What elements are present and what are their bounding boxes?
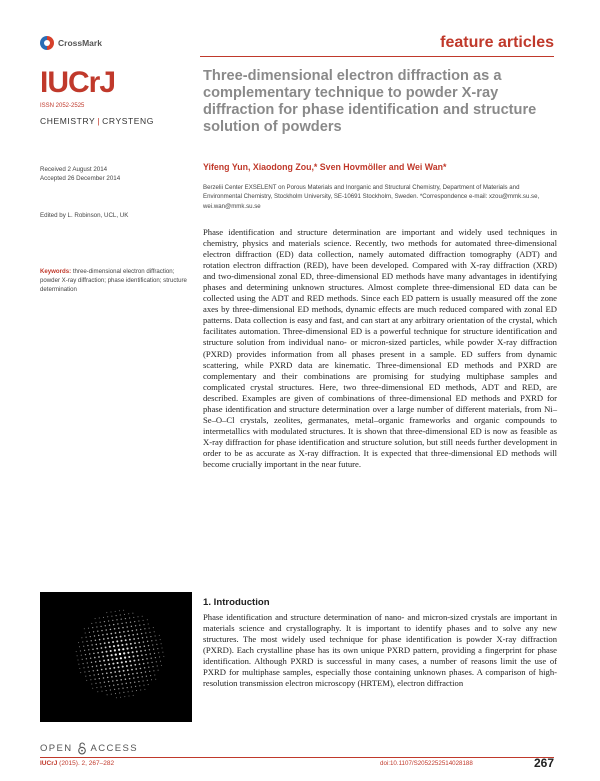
section-label: feature articles [440, 34, 554, 51]
subject-crysteng: CRYSTENG [102, 116, 154, 126]
article-authors: Yifeng Yun, Xiaodong Zou,* Sven Hovmöller and Wei Wan* [203, 162, 447, 172]
journal-issn: ISSN 2052-2525 [40, 103, 85, 109]
article-title: Three-dimensional electron diffraction as a complementary technique to powder X-ray diffraction for phase identification and structure solution of powders [203, 68, 537, 135]
keywords-label: Keywords: [40, 268, 72, 275]
open-access-badge [40, 742, 138, 755]
keywords-block [40, 268, 192, 294]
footer-journal-name: IUCrJ [40, 760, 58, 767]
footer-citation-text: (2015). 2, 267–282 [59, 760, 115, 767]
section-heading-introduction: 1. Introduction [203, 597, 270, 608]
edited-by: Edited by L. Robinson, UCL, UK [40, 212, 129, 219]
crossmark-label: CrossMark [58, 38, 102, 48]
article-abstract: Phase identification and structure determination are important and widely used techniques in chemistry, physics and materials science. Recently, two methods for automated three-dimensional electron diffraction (ED) data collection, namely automated diffraction tomography (ADT) and rotation electron diffraction (RED), have been developed. Compared with X-ray diffraction (XRD) and two-dimensional zonal ED, three-dimensional ED methods have many advantages in identifying phases and determining unknown structures. Almost complete three-dimensional ED data can be collected using the ADT and RED methods. Since each ED pattern is usually measured off the zone axes by three-dimensional ED methods, dynamic effects are much reduced compared with zonal ED patterns. Data collection is easy and fast, and can start at any arbitrary orientation of the crystal, which facilitates automation. Three-dimensional ED is a powerful technique for structure identification and structure solution from individual nano- or micron-sized particles, while powder X-ray diffraction (PXRD) provides information from all phases present in a sample. ED suffers from dynamic scattering, while PXRD data are kinematic. Three-dimensional ED methods and PXRD are complementary and their combinations are promising for studying multiphase samples and complicated crystal structures. Here, two three-dimensional ED methods, ADT and RED, are described. Examples are given of combinations of three-dimensional ED methods and PXRD for phase identification and structure determination over a large number of different materials, from Ni–Se–O–Cl crystals, zeolites, germanates, metal–organic frameworks and organic compounds to intermetallics with modulated structures. It is shown that three-dimensional ED is now as feasible as X-ray diffraction for phase identification and structure solution, but still needs further development in order to be as accurate as X-ray diffraction. It is expected that three-dimensional ED methods will become crucially important in the near future. [203, 227, 557, 469]
open-lock-icon [77, 742, 87, 755]
subject-chemistry: CHEMISTRY [40, 116, 96, 126]
received-dates [40, 165, 120, 183]
introduction-text: Phase identification and structure determination of nano- and micron-sized crystals are important in materials science and crystallography. It is important to identify phases and to solve any new structures. The most widely used technique for phase identification is powder X-ray diffraction (PXRD). Each crystalline phase has its own unique PXRD pattern, providing a fingerprint for phase identification. Although PXRD is successful in many cases, a number of reasons limit the use of PXRD for multiphase samples, especially those containing unknown phases. A comparison of high-resolution transmission electron microscopy (HRTEM), electron diffraction [203, 612, 557, 689]
footer-divider [40, 757, 554, 758]
keywords-text: three-dimensional electron diffraction; powder X-ray diffraction; phase identification; structure determination [40, 268, 187, 293]
author-affiliation: Berzelii Center EXSELENT on Porous Materials and Inorganic and Structural Chemistry, Department of Materials and Environmental Chemistry, Stockholm University, SE-10691 Stockholm, Sweden. *Correspondence e-mail: xzou@mmk.su.se, wei.wan@mmk.su.se [203, 184, 540, 210]
footer-citation [40, 760, 114, 767]
subject-divider: | [97, 116, 101, 126]
received-date: Received 2 August 2014 [40, 166, 108, 173]
journal-subjects [40, 116, 154, 126]
journal-logo: IUCrJ [40, 66, 116, 99]
diffraction-pattern-image [40, 592, 192, 722]
open-access-right: ACCESS [90, 743, 138, 754]
header-divider [200, 56, 554, 57]
accepted-date: Accepted 26 December 2014 [40, 175, 121, 182]
page-number: 267 [533, 756, 554, 770]
open-access-left: OPEN [40, 743, 73, 754]
crossmark-icon [40, 36, 54, 50]
footer-doi[interactable]: doi:10.1107/S2052252514028188 [380, 760, 473, 767]
crossmark-badge[interactable] [40, 36, 102, 50]
